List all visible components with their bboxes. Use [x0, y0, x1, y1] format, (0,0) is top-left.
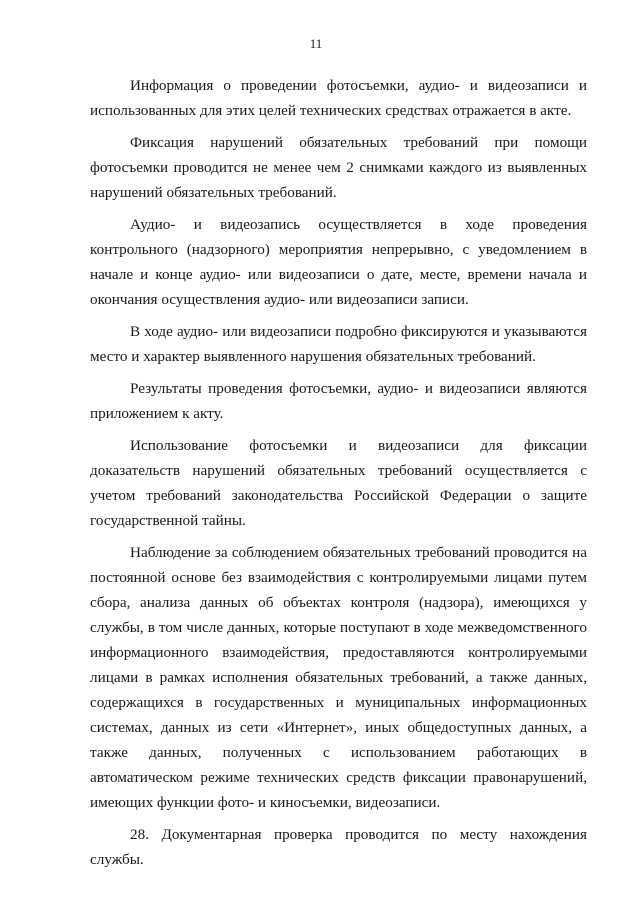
paragraph-documentary-check: 28. Документарная проверка проводится по месту нахождения службы. — [90, 826, 587, 868]
paragraph-photo-fixation: Фиксация нарушений обязательных требований при помощи фотосъемки проводится не менее чем 2 снимками каждого из выявленных нарушений обязательных требований. — [90, 134, 587, 201]
paragraph-photo-info: Информация о проведении фотосъемки, аудио- и видеозаписи и использованных для этих целей технических средствах отражается в акте. — [90, 77, 587, 119]
paragraph-state-secret: Использование фотосъемки и видеозаписи для фиксации доказательств нарушений обязательных требований осуществляется с учетом требований законодательства Российской Федерации о защите государственной тайны. — [90, 437, 587, 529]
paragraph-audio-video: Аудио- и видеозапись осуществляется в ходе проведения контрольного (надзорного) мероприятия непрерывно, с уведомлением в начале и конце аудио- или видеозаписи о дате, месте, времени начала и окончания осуществления аудио- или видеозаписи записи. — [90, 216, 587, 308]
page-number: 11 — [309, 36, 323, 51]
paragraph-recording-details: В ходе аудио- или видеозаписи подробно фиксируются и указываются место и характер выявленного нарушения обязательных требований. — [90, 323, 587, 365]
paragraph-results-appendix: Результаты проведения фотосъемки, аудио- и видеозаписи являются приложением к акту. — [90, 380, 587, 422]
document-body — [90, 73, 587, 879]
paragraph-observation: Наблюдение за соблюдением обязательных требований проводится на постоянной основе без взаимодействия с контролируемыми лицами путем сбора, анализа данных об объектах контроля (надзора), имеющихся у службы, в том числе данных, которые поступают в ходе межведомственного информационного взаимодействия, предоставляются контролируемыми лицами в рамках исполнения обязательных требований, а также данных, содержащихся в государственных и муниципальных информационных системах, данных из сети «Интернет», иных общедоступных данных, а также данных, полученных с использованием работающих в автоматическом режиме технических средств фиксации правонарушений, имеющих функции фото- и киносъемки, видеозаписи. — [90, 544, 587, 811]
